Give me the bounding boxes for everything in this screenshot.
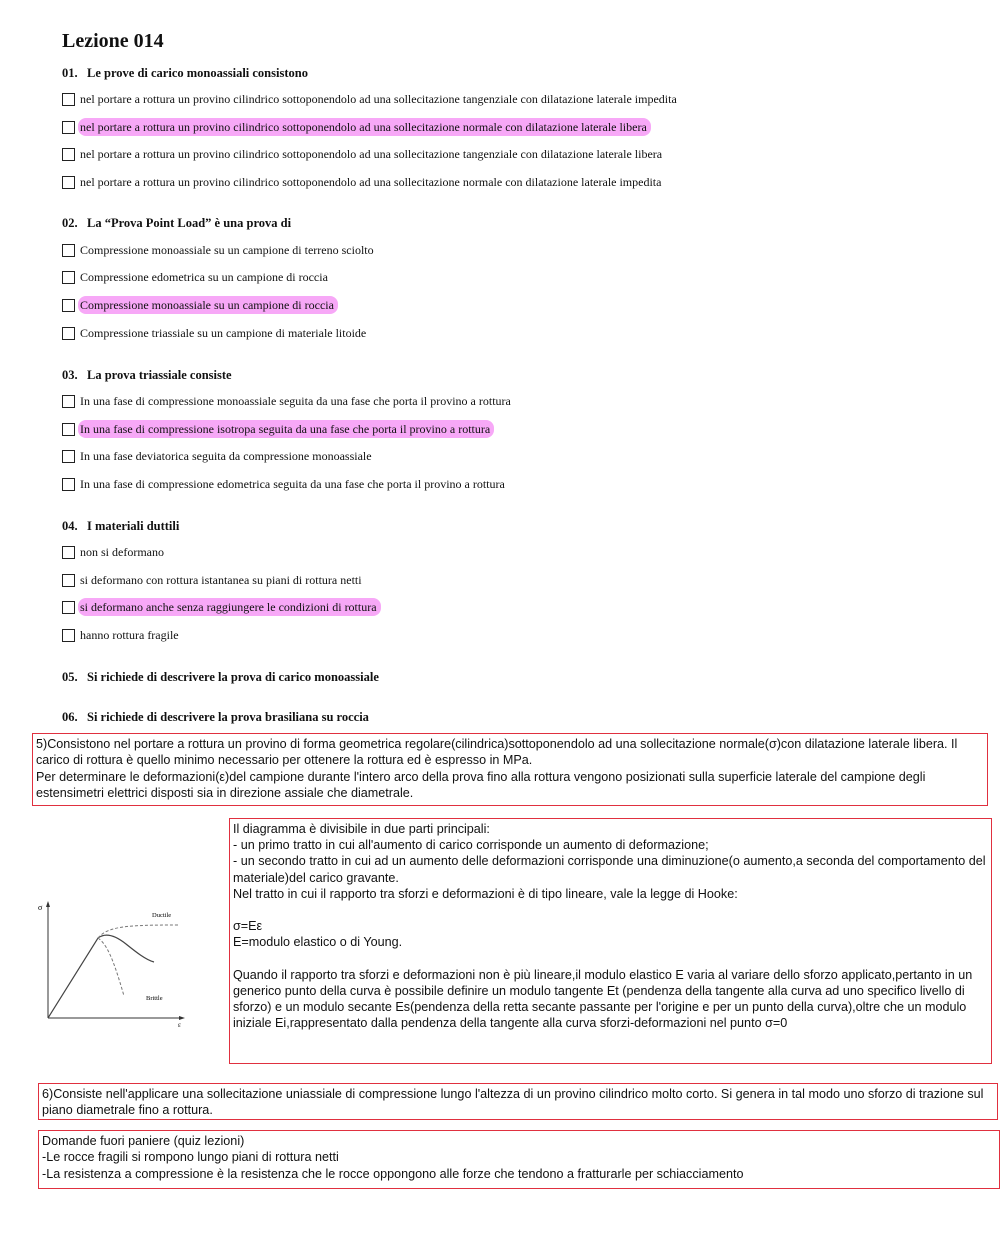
checkbox[interactable] bbox=[62, 327, 75, 340]
diagram-line-4: Nel tratto in cui il rapporto tra sforzi e deformazioni è di tipo lineare, vale la legge di Hooke: bbox=[233, 886, 738, 901]
extra-heading: Domande fuori paniere (quiz lezioni) bbox=[42, 1134, 245, 1148]
question-3-title bbox=[62, 368, 232, 383]
question-text: I materiali duttili bbox=[87, 519, 180, 533]
ductile-solid-curve bbox=[48, 935, 154, 1018]
q2-option-3[interactable] bbox=[62, 297, 338, 313]
option-text: nel portare a rottura un provino cilindrico sottoponendolo ad una sollecitazione tangenziale con dilatazione laterale impedita bbox=[80, 92, 677, 106]
y-axis-arrow bbox=[46, 901, 50, 907]
lesson-title: Lezione 014 bbox=[62, 30, 164, 52]
checkbox[interactable] bbox=[62, 299, 75, 312]
q2-option-2[interactable] bbox=[62, 269, 330, 285]
option-text-highlighted: In una fase di compressione isotropa seguita da una fase che porta il provino a rottura bbox=[78, 420, 494, 438]
question-text: Le prove di carico monoassiali consistono bbox=[87, 66, 308, 80]
checkbox[interactable] bbox=[62, 574, 75, 587]
y-axis-label: σ bbox=[38, 903, 43, 912]
q4-option-3[interactable] bbox=[62, 599, 381, 615]
hooke-law: σ=Eε bbox=[233, 919, 263, 934]
diagram-spacer bbox=[233, 902, 988, 918]
diagram-line-2: - un primo tratto in cui all'aumento di carico corrisponde un aumento di deformazione; bbox=[233, 838, 709, 853]
checkbox[interactable] bbox=[62, 148, 75, 161]
checkbox[interactable] bbox=[62, 176, 75, 189]
question-number: 01. bbox=[62, 66, 78, 80]
question-number: 05. bbox=[62, 670, 78, 684]
q1-option-1[interactable] bbox=[62, 91, 679, 107]
option-text: In una fase di compressione edometrica seguita da una fase che porta il provino a rottura bbox=[80, 477, 505, 491]
option-text: In una fase di compressione monoassiale seguita da una fase che porta il provino a rottura bbox=[80, 394, 511, 408]
q1-option-2[interactable] bbox=[62, 119, 651, 135]
q1-option-4[interactable] bbox=[62, 174, 663, 190]
checkbox[interactable] bbox=[62, 629, 75, 642]
q3-option-3[interactable] bbox=[62, 448, 374, 464]
diagram-line-3: - un secondo tratto in cui ad un aumento delle deformazioni corrisponde una diminuzione(o aumento,a seconda del comportamento del materiale)del carico gravante. bbox=[233, 854, 986, 885]
checkbox[interactable] bbox=[62, 601, 75, 614]
answer-6-text: 6)Consiste nell'applicare una sollecitazione uniassiale di compressione lungo l'altezza di un provino cilindrico molto corto. Si genera in tal modo uno sforzo di trazione sul piano diametrale fino a rottura. bbox=[42, 1087, 984, 1118]
diagram-line-1: Il diagramma è divisibile in due parti principali: bbox=[233, 822, 490, 836]
q2-option-4[interactable] bbox=[62, 325, 368, 341]
checkbox[interactable] bbox=[62, 244, 75, 257]
option-text: si deformano con rottura istantanea su piani di rottura netti bbox=[80, 573, 362, 587]
question-5-title bbox=[62, 670, 379, 685]
question-6-title bbox=[62, 710, 369, 725]
checkbox[interactable] bbox=[62, 395, 75, 408]
x-axis-arrow bbox=[179, 1016, 185, 1020]
question-text: La “Prova Point Load” è una prova di bbox=[87, 216, 292, 230]
option-text: nel portare a rottura un provino cilindrico sottoponendolo ad una sollecitazione tangenziale con dilatazione laterale libera bbox=[80, 147, 663, 161]
x-axis-label: ε bbox=[178, 1021, 181, 1029]
option-text-highlighted: si deformano anche senza raggiungere le condizioni di rottura bbox=[78, 598, 381, 616]
question-number: 04. bbox=[62, 519, 78, 533]
question-text: La prova triassiale consiste bbox=[87, 368, 232, 382]
question-2-title bbox=[62, 216, 291, 231]
extra-line-1: -Le rocce fragili si rompono lungo piani di rottura netti bbox=[42, 1150, 339, 1165]
option-text: Compressione triassiale su un campione di materiale litoide bbox=[80, 326, 367, 340]
q4-option-1[interactable] bbox=[62, 544, 166, 560]
checkbox[interactable] bbox=[62, 121, 75, 134]
option-text: nel portare a rottura un provino cilindrico sottoponendolo ad una sollecitazione normale con dilatazione laterale impedita bbox=[80, 175, 662, 189]
option-text-highlighted: nel portare a rottura un provino cilindrico sottoponendolo ad una sollecitazione normale con dilatazione laterale libera bbox=[78, 118, 651, 136]
question-4-title bbox=[62, 519, 179, 534]
q3-option-2[interactable] bbox=[62, 421, 494, 437]
brittle-label: Brittle bbox=[146, 995, 163, 1002]
question-number: 06. bbox=[62, 710, 78, 724]
extra-line-2: -La resistenza a compressione è la resistenza che le rocce oppongono alle forze che tendono a fratturarle per schiacciamento bbox=[42, 1166, 744, 1181]
young-modulus-definition: E=modulo elastico o di Young. bbox=[233, 935, 403, 950]
answer-6-box bbox=[38, 1083, 998, 1120]
checkbox[interactable] bbox=[62, 546, 75, 559]
ductile-label: Ductile bbox=[152, 912, 172, 919]
option-text-highlighted: Compressione monoassiale su un campione di roccia bbox=[78, 296, 338, 314]
option-text: non si deformano bbox=[80, 545, 164, 559]
checkbox[interactable] bbox=[62, 271, 75, 284]
diagram-explanation-box bbox=[229, 818, 992, 1064]
checkbox[interactable] bbox=[62, 93, 75, 106]
option-text: hanno rottura fragile bbox=[80, 628, 179, 642]
checkbox[interactable] bbox=[62, 423, 75, 436]
q4-option-2[interactable] bbox=[62, 572, 364, 588]
option-text: Compressione monoassiale su un campione di terreno sciolto bbox=[80, 243, 374, 257]
option-text: In una fase deviatorica seguita da compressione monoassiale bbox=[80, 449, 372, 463]
diagram-spacer bbox=[233, 951, 988, 967]
question-text: Si richiede di descrivere la prova brasiliana su roccia bbox=[87, 710, 369, 724]
extra-questions-box bbox=[38, 1130, 1000, 1189]
q3-option-4[interactable] bbox=[62, 476, 507, 492]
q4-option-4[interactable] bbox=[62, 627, 181, 643]
question-1-title bbox=[62, 66, 308, 81]
question-number: 02. bbox=[62, 216, 78, 230]
brittle-dashed-curve bbox=[98, 938, 124, 996]
answer-5-paragraph-1: 5)Consistono nel portare a rottura un provino di forma geometrica regolare(cilindrica)sottoponendolo ad una sollecitazione normale(σ)con dilatazione laterale libera. Il carico di rottura è quello minimo necessario per ottenere la rottura ed è espresso in MPa. bbox=[36, 737, 958, 768]
question-number: 03. bbox=[62, 368, 78, 382]
checkbox[interactable] bbox=[62, 478, 75, 491]
diagram-line-moduli: Quando il rapporto tra sforzi e deformazioni non è più lineare,il modulo elastico E varia al variare dello sforzo applicato,pertanto in un generico punto della curva è possibile definire un modulo tangente Et (pendenza della tangente alla curva ad uno specifico livello di sforzo) e un modulo secante Es(pendenza della retta secante passante per l'origine e per un punto della curva),oltre che un modulo iniziale Ei,rappresentato dalla pendenza della tangente alla curva sforzi-deformazioni nel punto σ=0 bbox=[233, 967, 973, 1031]
option-text: Compressione edometrica su un campione di roccia bbox=[80, 270, 328, 284]
answer-5-box bbox=[32, 733, 988, 806]
q1-option-3[interactable] bbox=[62, 146, 664, 162]
checkbox[interactable] bbox=[62, 450, 75, 463]
answer-5-paragraph-2: Per determinare le deformazioni(ε)del campione durante l'intero arco della prova fino alla rottura vengono posizionati sulla superficie laterale del campione degli estensimetri elettrici disposti sia in direzione assiale che diametrale. bbox=[36, 769, 926, 800]
q3-option-1[interactable] bbox=[62, 393, 513, 409]
question-text: Si richiede di descrivere la prova di carico monoassiale bbox=[87, 670, 379, 684]
q2-option-1[interactable] bbox=[62, 242, 376, 258]
stress-strain-diagram bbox=[36, 896, 186, 1031]
